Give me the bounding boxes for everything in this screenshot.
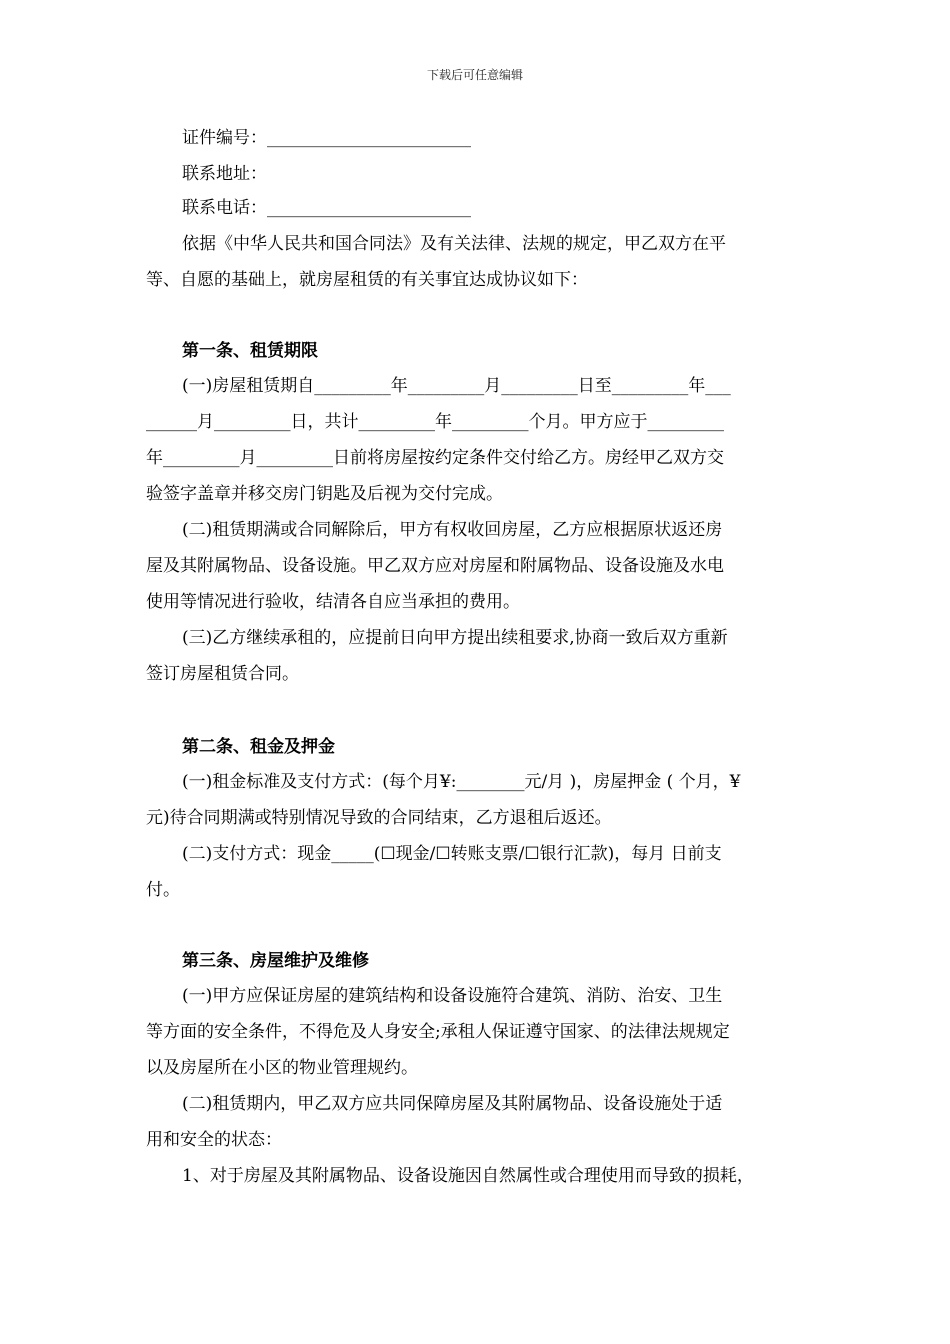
address-line: 联系地址： xyxy=(182,164,267,184)
phone-line: 联系电话：________________________ xyxy=(182,198,471,218)
section-heading-3: 第三条、房屋维护及维修 xyxy=(182,951,369,971)
paragraph-line: 验签字盖章并移交房门钥匙及后视为交付完成。 xyxy=(146,484,503,504)
preamble-line: 依据《中华人民共和国合同法》及有关法律、法规的规定，甲乙双方在平 xyxy=(182,234,726,254)
preamble-line: 等、自愿的基础上，就房屋租赁的有关事宜达成协议如下： xyxy=(146,270,588,290)
section-heading-1: 第一条、租赁期限 xyxy=(182,341,318,361)
paragraph-line: 签订房屋租赁合同。 xyxy=(146,664,299,684)
paragraph-line: (一)租金标准及支付方式：(每个月¥:________元/月 )，房屋押金 ( 个月，¥ xyxy=(182,772,741,792)
paragraph-line: ______月_________日，共计_________年_________个月。甲方应于_________ xyxy=(146,412,724,432)
page-header: 下载后可任意编辑 xyxy=(426,68,523,82)
paragraph-line: (二)支付方式：现金_____(☐现金/☐转账支票/☐银行汇款)，每月 日前支 xyxy=(182,844,722,864)
paragraph-line: (二)租赁期内，甲乙双方应共同保障房屋及其附属物品、设备设施处于适 xyxy=(182,1094,723,1114)
paragraph-line: 使用等情况进行验收，结清各自应当承担的费用。 xyxy=(146,592,520,612)
paragraph-line: 屋及其附属物品、设备设施。甲乙双方应对房屋和附属物品、设备设施及水电 xyxy=(146,556,724,576)
paragraph-line: 付。 xyxy=(146,880,180,900)
paragraph-line: (一)房屋租赁期自_________年_________月_________日至_________年___ xyxy=(182,376,731,396)
paragraph-line: 等方面的安全条件，不得危及人身安全;承租人保证遵守国家、的法律法规规定 xyxy=(146,1022,730,1042)
paragraph-line: 元)待合同期满或特别情况导致的合同结束，乙方退租后返还。 xyxy=(146,808,612,828)
paragraph-line: (一)甲方应保证房屋的建筑结构和设备设施符合建筑、消防、治安、卫生 xyxy=(182,986,723,1006)
id-number-line: 证件编号：________________________ xyxy=(182,128,471,148)
paragraph-line: 以及房屋所在小区的物业管理规约。 xyxy=(146,1058,418,1078)
paragraph-line: 年_________月_________日前将房屋按约定条件交付给乙方。房经甲乙双方交 xyxy=(146,448,724,468)
paragraph-line: (三)乙方继续承租的，应提前日向甲方提出续租要求,协商一致后双方重新 xyxy=(182,628,728,648)
paragraph-line: 1、对于房屋及其附属物品、设备设施因自然属性或合理使用而导致的损耗， xyxy=(182,1166,754,1186)
paragraph-line: (二)租赁期满或合同解除后，甲方有权收回房屋，乙方应根据原状返还房 xyxy=(182,520,723,540)
section-heading-2: 第二条、租金及押金 xyxy=(182,737,335,757)
paragraph-line: 用和安全的状态： xyxy=(146,1130,282,1150)
